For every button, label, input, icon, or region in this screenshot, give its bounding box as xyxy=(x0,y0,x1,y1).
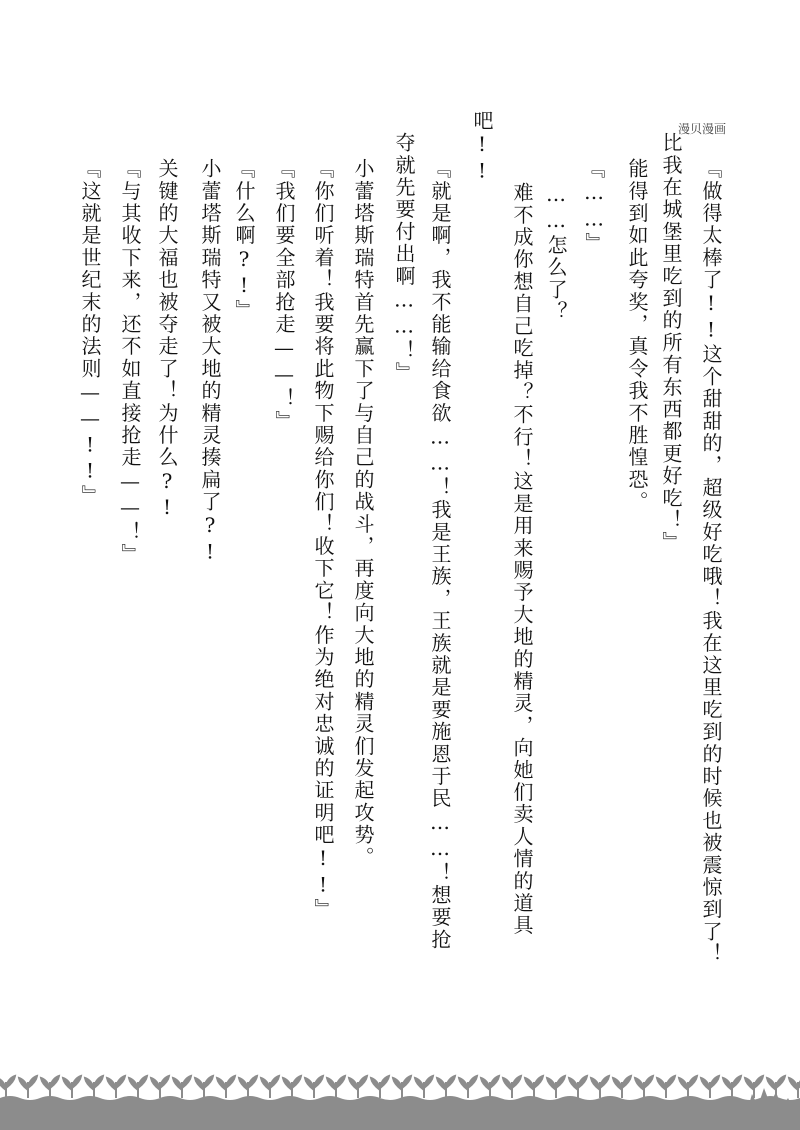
sprout-icon xyxy=(349,1076,367,1098)
sprout-icon xyxy=(547,1076,565,1098)
sprout-icon xyxy=(679,1076,697,1098)
sprout-icon xyxy=(173,1076,191,1098)
text-column-14: 小蕾塔斯瑞特又被大地的精灵揍扁了?! xyxy=(198,158,222,566)
text-column-4: 『……』 xyxy=(582,158,606,255)
sprout-icon xyxy=(503,1076,521,1098)
sprout-icon xyxy=(701,1076,719,1098)
grass-border xyxy=(0,1058,800,1130)
sprout-icon xyxy=(591,1076,609,1098)
sprout-icon xyxy=(745,1076,763,1098)
text-column-8: 『就是啊，我不能输给食欲……！我是王族，王族就是要施恩于民……！想要抢 xyxy=(428,158,452,951)
text-column-11: 『你们听着！我要将此物下赐给你们！收下它！作为绝对忠诚的证明吧!!』 xyxy=(311,158,335,921)
sprout-icon xyxy=(305,1076,323,1098)
sprout-icon xyxy=(525,1076,543,1098)
sprout-icon xyxy=(85,1076,103,1098)
text-column-9: 夺就先要付出啊……！』 xyxy=(392,132,416,385)
sprout-icon xyxy=(283,1076,301,1098)
text-column-12: 『我们要全部抢走——！』 xyxy=(272,158,296,433)
sprout-icon xyxy=(107,1076,125,1098)
grass-border-graphic xyxy=(0,1058,800,1130)
sprout-icon xyxy=(569,1076,587,1098)
sprout-icon xyxy=(481,1076,499,1098)
sprout-icon xyxy=(239,1076,257,1098)
sprout-icon xyxy=(151,1076,169,1098)
text-column-17: 『这就是世纪末的法则——!!』 xyxy=(78,158,102,507)
text-column-16: 『与其收下来，还不如直接抢走——！』 xyxy=(118,158,142,566)
text-column-10: 小蕾塔斯瑞特首先赢下了与自己的战斗，再度向大地的精灵们发起攻势。 xyxy=(351,158,375,869)
text-column-2: 比我在城堡里吃到的所有东西都更好吃！』 xyxy=(659,132,683,554)
watermark-text: 漫贝漫画 xyxy=(678,122,727,136)
sprout-icon xyxy=(437,1076,455,1098)
sprout-icon xyxy=(195,1076,213,1098)
sprout-icon xyxy=(789,1076,800,1098)
text-column-7: 吧!! xyxy=(470,110,494,185)
sprout-icon xyxy=(459,1076,477,1098)
sprout-icon xyxy=(635,1076,653,1098)
sprout-icon xyxy=(63,1076,81,1098)
text-column-13: 『什么啊?!』 xyxy=(232,158,256,322)
sprout-icon xyxy=(129,1076,147,1098)
sprout-icon xyxy=(19,1076,37,1098)
sprout-icon xyxy=(723,1076,741,1098)
text-column-5: ……怎么了？ xyxy=(544,182,568,324)
text-column-15: 关键的大福也被夺走了！为什么?! xyxy=(155,158,179,522)
grass-ground xyxy=(0,1096,800,1130)
sprout-icon xyxy=(41,1076,59,1098)
text-column-3: 能得到如此夸奖，真令我不胜惶恐。 xyxy=(625,158,649,514)
sprout-icon xyxy=(327,1076,345,1098)
sprout-icon xyxy=(415,1076,433,1098)
sprout-icon xyxy=(393,1076,411,1098)
sprout-icon xyxy=(0,1076,15,1098)
sprout-icon xyxy=(217,1076,235,1098)
text-column-1: 『做得太棒了!!这个甜甜的，超级好吃哦！我在这里吃到的时候也被震惊到了！ xyxy=(699,158,723,966)
sprout-icon xyxy=(657,1076,675,1098)
sprout-icon xyxy=(613,1076,631,1098)
grass-tuft xyxy=(740,1088,800,1130)
text-column-6: 难不成你想自己吃掉？不行！这是用来赐予大地的精灵，向她们卖人情的道具 xyxy=(510,182,534,937)
sprout-icon xyxy=(371,1076,389,1098)
sprout-icon xyxy=(261,1076,279,1098)
